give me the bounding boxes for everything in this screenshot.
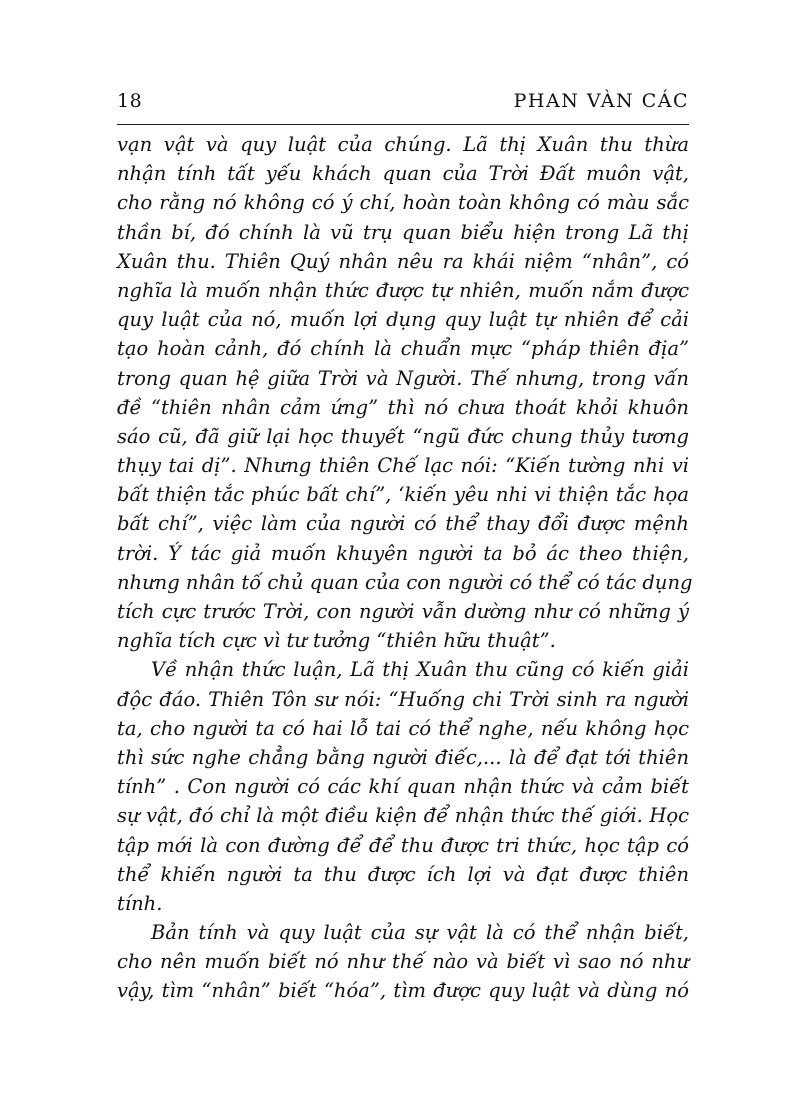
- text-line: thể khiến người ta thu được ích lợi và đạt được thiên: [117, 862, 689, 886]
- text-line: thụy tai dị”. Nhưng thiên Chế lạc nói: “Kiến tường nhi vi: [117, 454, 689, 478]
- text-line: thần bí, đó chính là vũ trụ quan biểu hiện trong Lã thị: [117, 220, 689, 244]
- text-line: trời. Ý tác giả muốn khuyên người ta bỏ ác theo thiện,: [117, 541, 689, 565]
- running-title: PHAN VÀN CÁC: [513, 90, 689, 112]
- text-line: đề “thiên nhân cảm ứng” thì nó chưa thoát khỏi khuôn: [117, 395, 689, 419]
- text-line: Về nhận thức luận, Lã thị Xuân thu cũng có kiến giải: [151, 658, 689, 682]
- body-text: [117, 130, 693, 1006]
- text-line: quy luật của nó, muốn lợi dụng quy luật tự nhiên để cải: [117, 308, 689, 332]
- text-line: nghĩa là muốn nhận thức được tự nhiên, muốn nắm được: [117, 278, 689, 302]
- text-line: tính.: [117, 891, 163, 915]
- text-line: bất thiện tắc phúc bất chí”, ‘kiến yêu nhi vi thiện tắc họa: [117, 483, 689, 507]
- text-line: Xuân thu. Thiên Quý nhân nêu ra khái niệm “nhân”, có: [117, 249, 689, 273]
- page-number: 18: [117, 90, 143, 112]
- text-line: độc đáo. Thiên Tôn sư nói: “Huống chi Trời sinh ra người: [117, 687, 689, 711]
- text-line: thì sức nghe chẳng bằng người điếc,... là để đạt tới thiên: [117, 745, 689, 769]
- text-line: Bản tính và quy luật của sự vật là có thể nhận biết,: [151, 921, 689, 945]
- text-line: vậy, tìm “nhân” biết “hóa”, tìm được quy luật và dùng nó: [117, 979, 689, 1003]
- text-line: ta, cho người ta có hai lỗ tai có thể nghe, nếu không học: [117, 716, 689, 740]
- page-header: [117, 88, 689, 125]
- text-line: nhưng nhân tố chủ quan của con người có thể có tác dụng: [117, 570, 693, 594]
- text-line: trong quan hệ giữa Trời và Người. Thế nhưng, trong vấn: [117, 366, 689, 390]
- text-line: nghĩa tích cực vì tư tưởng “thiên hữu thuật”.: [117, 629, 556, 653]
- text-line: tạo hoàn cảnh, đó chính là chuẩn mực “pháp thiên địa”: [117, 337, 689, 361]
- text-line: tính” . Con người có các khí quan nhận thức và cảm biết: [117, 775, 689, 799]
- text-line: tập mới là con đường để để thu được tri thức, học tập có: [117, 833, 689, 857]
- text-line: vạn vật và quy luật của chúng. Lã thị Xuân thu thừa: [117, 133, 689, 156]
- text-line: nhận tính tất yếu khách quan của Trời Đất muôn vật,: [117, 162, 689, 186]
- text-line: sự vật, đó chỉ là một điều kiện để nhận thức thế giới. Học: [117, 804, 689, 828]
- text-line: tích cực trước Trời, con người vẫn dường như có những ý: [117, 600, 689, 623]
- text-line: cho nên muốn biết nó như thế nào và biết vì sao nó như: [117, 950, 689, 974]
- text-line: cho rằng nó không có ý chí, hoàn toàn không có màu sắc: [117, 191, 689, 215]
- text-line: bất chí”, việc làm của người có thể thay đổi được mệnh: [117, 512, 689, 536]
- text-line: sáo cũ, đã giữ lại học thuyết “ngũ đức chung thủy tương: [117, 424, 689, 448]
